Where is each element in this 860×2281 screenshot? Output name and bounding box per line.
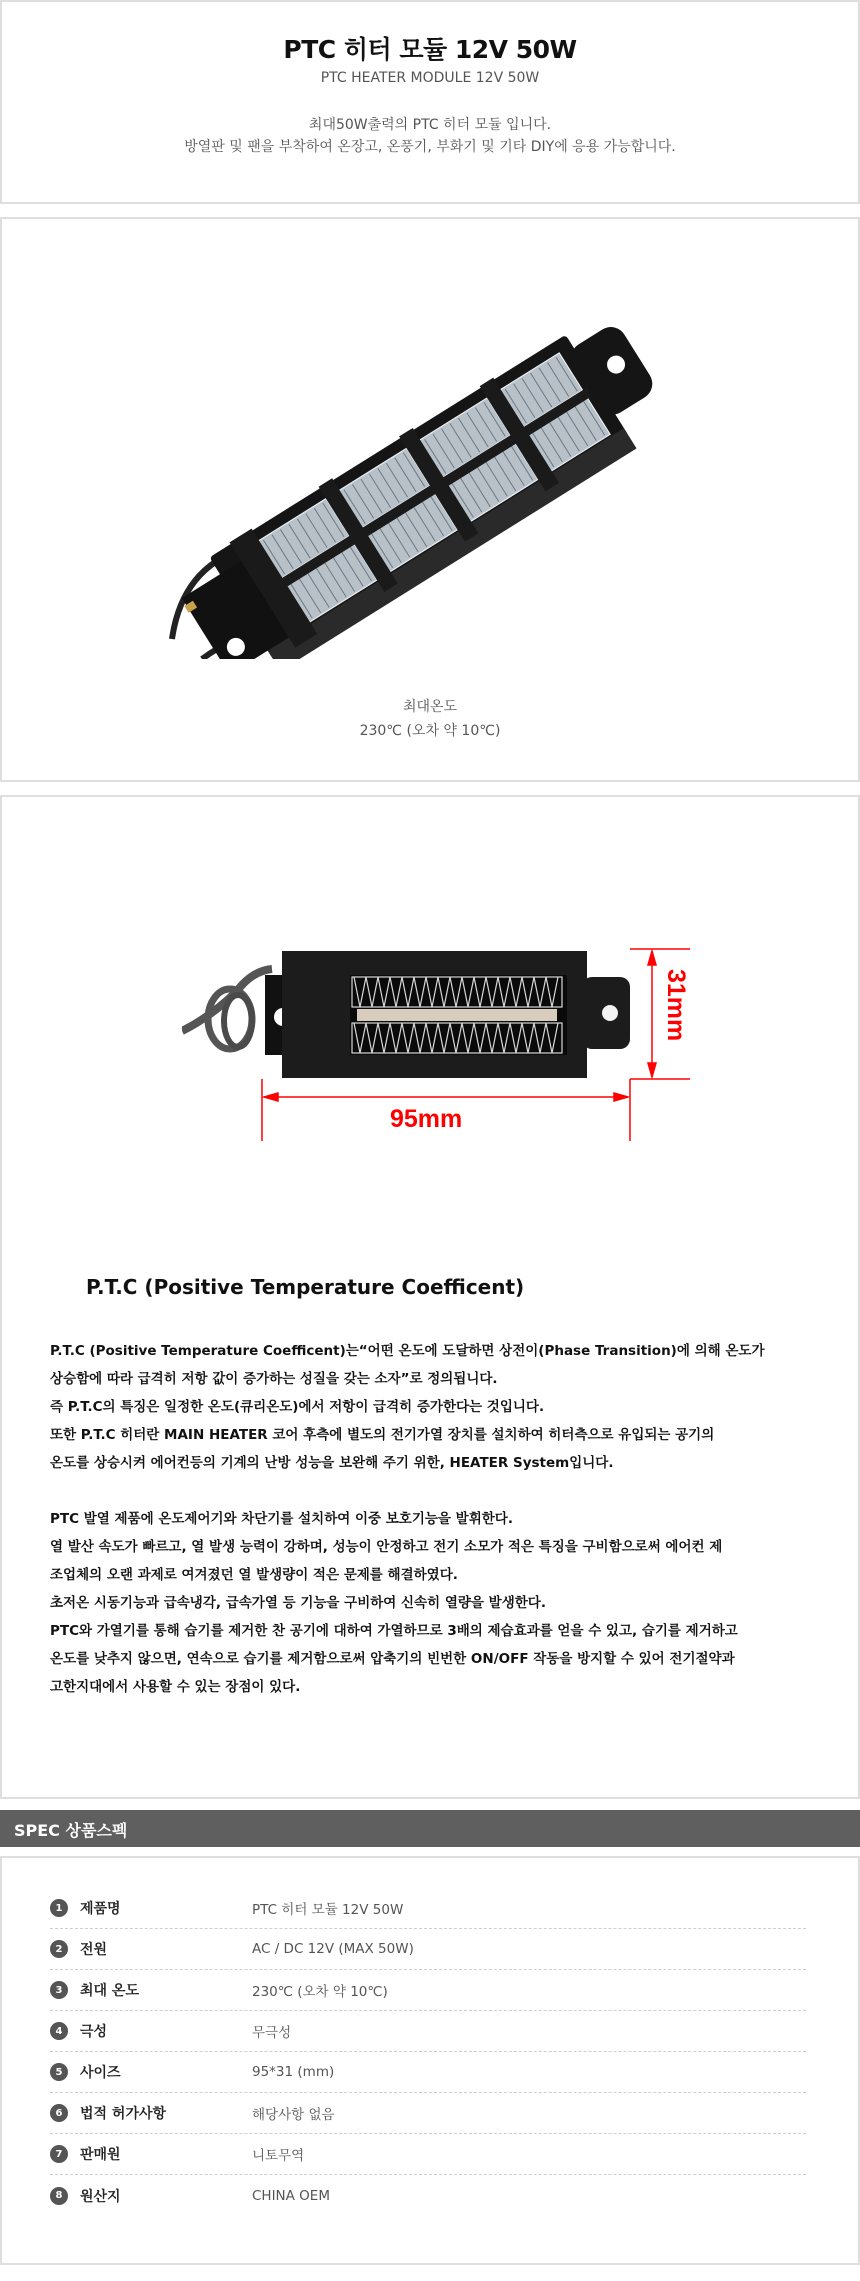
max-temperature-caption [2, 695, 858, 743]
caption-label: 최대온도 [402, 699, 458, 715]
number-badge-icon: 2 [50, 1940, 68, 1958]
ptc-description [50, 1337, 830, 1701]
ptc-paragraph-line: 온도를 낮추지 않으면, 연속으로 습기를 제거함으로써 압축기의 빈번한 ON/OFF 작동을 방지할 수 있어 전기절약과 [50, 1651, 735, 1667]
spec-row-size [50, 2052, 806, 2093]
description-line: 방열판 및 팬을 부착하여 온장고, 온풍기, 부화기 및 기타 DIY에 응용 가능합니다. [184, 139, 676, 155]
caption-value: 230℃ (오차 약 10℃) [359, 723, 501, 739]
spec-label: 제품명 [80, 1901, 121, 1917]
ptc-paragraph-line: PTC 발열 제품에 온도제어기와 차단기를 설치하여 이중 보호기능을 발휘한다. [50, 1511, 513, 1527]
spec-value: 95*31 (mm) [252, 2064, 335, 2080]
product-title: PTC 히터 모듈 12V 50W [283, 35, 577, 64]
spec-title: SPEC 상품스펙 [14, 1821, 128, 1840]
spec-row-seller [50, 2134, 806, 2175]
ptc-paragraph-line: 또한 P.T.C 히터란 MAIN HEATER 코어 후측에 별도의 전기가열 장치를 설치하여 히터측으로 유입되는 공기의 [50, 1427, 715, 1443]
spec-row-polarity [50, 2011, 806, 2052]
number-badge-icon: 6 [50, 2104, 68, 2122]
spec-row-origin [50, 2175, 806, 2216]
ptc-paragraph-line: 열 발산 속도가 빠르고, 열 발생 능력이 강하며, 성능이 안정하고 전기 소모가 적은 특징을 구비함으로써 에어컨 제 [50, 1539, 723, 1555]
spec-section [0, 1856, 860, 2265]
ptc-paragraph-line: 상승함에 따라 급격히 저항 값이 증가하는 성질을 갖는 소자”로 정의됩니다. [50, 1371, 498, 1387]
spec-label: 극성 [80, 2024, 108, 2040]
product-subtitle: PTC HEATER MODULE 12V 50W [320, 70, 540, 86]
spec-value: 230℃ (오차 약 10℃) [252, 1984, 388, 2000]
ptc-paragraph-line: 초저온 시동기능과 급속냉각, 급속가열 등 기능을 구비하여 신속히 열량을 발생한다. [50, 1595, 546, 1611]
spec-value: AC / DC 12V (MAX 50W) [252, 1941, 414, 1957]
spec-header-bar [0, 1810, 860, 1847]
number-badge-icon: 3 [50, 1981, 68, 1999]
number-badge-icon: 1 [50, 1899, 68, 1917]
paragraph-gap [50, 1477, 830, 1505]
number-badge-icon: 4 [50, 2022, 68, 2040]
spec-value: 니토무역 [252, 2148, 305, 2164]
ptc-paragraph-line: PTC와 가열기를 통해 습기를 제거한 찬 공기에 대하여 가열하므로 3배의 제습효과를 얻을 수 있고, 습기를 제거하고 [50, 1623, 738, 1639]
spec-value: 무극성 [252, 2025, 292, 2041]
spec-label: 법적 허가사항 [80, 2106, 167, 2122]
description-line: 최대50W출력의 PTC 히터 모듈 입니다. [308, 117, 552, 133]
width-dimension-label: 95mm [390, 1105, 463, 1133]
number-badge-icon: 7 [50, 2145, 68, 2163]
product-photo-section [0, 217, 860, 782]
spec-label: 최대 온도 [80, 1983, 139, 1999]
spec-label: 판매원 [80, 2147, 121, 2163]
spec-value: CHINA OEM [252, 2187, 330, 2204]
product-photo-dimensions [182, 921, 722, 1153]
ptc-info-section [0, 795, 860, 1799]
height-dimension-label: 31mm [662, 969, 690, 1042]
ptc-paragraph-line: 조업체의 오랜 과제로 여겨졌던 열 발생량이 적은 문제를 해결하였다. [50, 1567, 458, 1583]
intro-section [0, 0, 860, 204]
ptc-paragraph-line: P.T.C (Positive Temperature Coefficent)는“어떤 온도에 도달하면 상전이(Phase Transition)에 의해 온도가 [50, 1343, 765, 1359]
spec-row-product-name [50, 1888, 806, 1929]
spec-label: 사이즈 [80, 2065, 121, 2081]
spec-value: PTC 히터 모듈 12V 50W [252, 1902, 404, 1918]
spec-label: 전원 [80, 1942, 108, 1958]
ptc-paragraph-line: 고한지대에서 사용할 수 있는 장점이 있다. [50, 1679, 301, 1695]
spec-row-power [50, 1929, 806, 1970]
spec-label: 원산지 [80, 2188, 121, 2205]
ptc-paragraph-line: 온도를 상승시켜 에어컨등의 기계의 난방 성능을 보완해 주기 위한, HEATER System입니다. [50, 1455, 614, 1471]
ptc-heading: P.T.C (Positive Temperature Coefficent) [86, 1275, 525, 1299]
spec-row-max-temperature [50, 1970, 806, 2011]
product-photo-angled [162, 299, 702, 659]
spec-list [50, 1888, 806, 2216]
ptc-paragraph-line: 즉 P.T.C의 특징은 일정한 온도(큐리온도)에서 저항이 급격히 증가한다는 것입니다. [50, 1399, 545, 1415]
spec-value: 해당사항 없음 [252, 2107, 335, 2123]
spec-row-certification [50, 2093, 806, 2134]
number-badge-icon: 5 [50, 2063, 68, 2081]
number-badge-icon: 8 [50, 2187, 68, 2205]
product-description [2, 114, 858, 158]
